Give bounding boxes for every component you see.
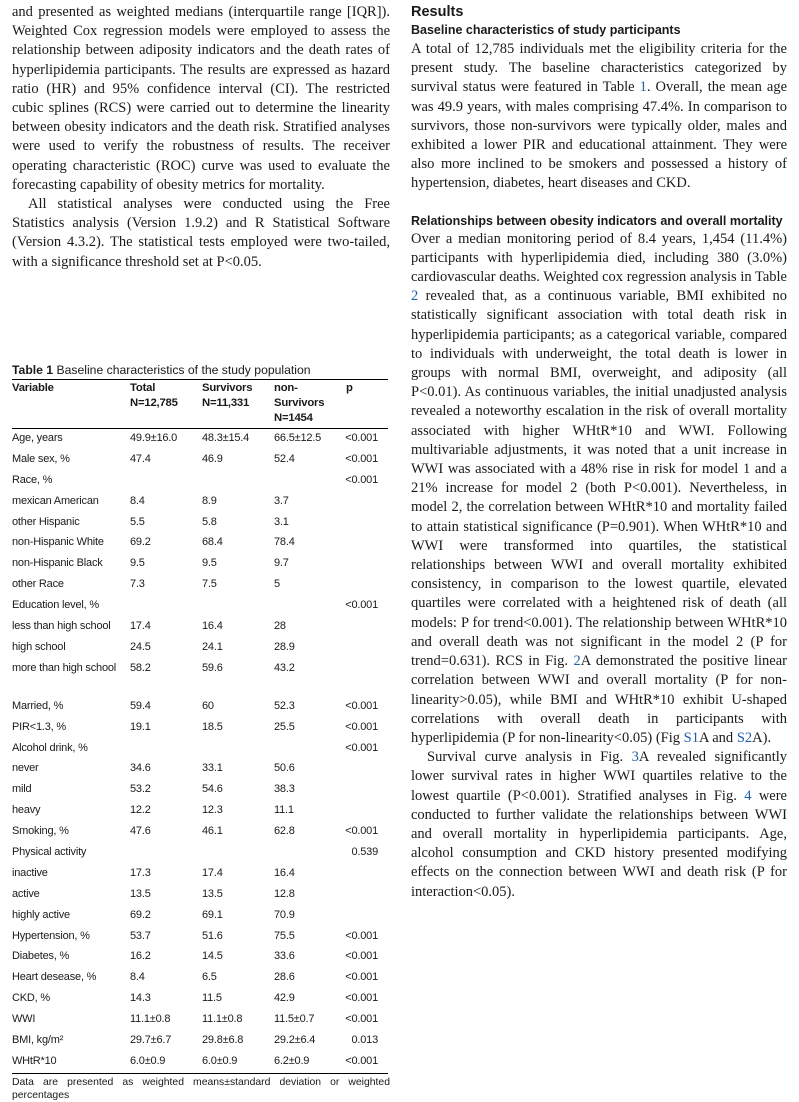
table-row xyxy=(12,780,388,801)
row-label: Race, % xyxy=(12,473,53,486)
row-label: Smoking, % xyxy=(12,825,69,838)
table-cell: 0.013 xyxy=(351,1034,378,1047)
row-label: Heart desease, % xyxy=(12,971,97,984)
table-cell: 33.6 xyxy=(274,950,295,963)
table-cell: 47.6 xyxy=(130,825,151,838)
table-row xyxy=(12,659,388,697)
table-cell xyxy=(340,554,388,575)
row-label: BMI, kg/m² xyxy=(12,1034,64,1047)
table-cell: 9.5 xyxy=(202,557,217,570)
table-cell xyxy=(130,739,202,760)
table-cell xyxy=(130,471,202,492)
table-cell xyxy=(340,575,388,596)
row-label: active xyxy=(12,887,40,900)
survival-paragraph: Survival curve analysis in Fig. 3A revealed significantly lower survival rates in higher WWI quartiles relative to the lowest quartile (P<0.001). Stratified analyses in Fig. 4 were conducted to further validate the relationships between WWI and overall mortality in hyperlipidemia participants. Age, alcohol consumption and CKD history presented modifying effects on the connection between WWI and death risk (P for interaction<0.05). xyxy=(411,749,787,900)
table-cell: <0.001 xyxy=(345,699,378,712)
table-cell xyxy=(202,596,274,617)
table-cell: 33.1 xyxy=(202,762,223,775)
table-row xyxy=(12,801,388,822)
header-variable: Variable xyxy=(12,382,54,394)
table-cell: 0.539 xyxy=(351,846,378,859)
table-cell xyxy=(340,638,388,659)
table-row xyxy=(12,906,388,927)
row-label: WWI xyxy=(12,1013,36,1026)
row-label: Hypertension, % xyxy=(12,929,90,942)
row-label: high school xyxy=(12,640,66,653)
table-cell: 8.9 xyxy=(202,494,217,507)
table-cell: 5 xyxy=(274,578,280,591)
table-cell xyxy=(274,739,340,760)
table-cell xyxy=(340,492,388,513)
table-cell: 11.5±0.7 xyxy=(274,1013,315,1026)
table-cell: 53.2 xyxy=(130,783,151,796)
row-label: Male sex, % xyxy=(12,452,70,465)
row-label: never xyxy=(12,762,39,775)
table-cell: 58.2 xyxy=(130,661,151,674)
table-1 xyxy=(12,362,390,1102)
row-label: inactive xyxy=(12,866,48,879)
row-label: CKD, % xyxy=(12,992,50,1005)
table-cell: 29.7±6.7 xyxy=(130,1034,172,1047)
table-cell: 8.4 xyxy=(130,494,145,507)
table-cell: 43.2 xyxy=(274,661,295,674)
table-row xyxy=(12,885,388,906)
table-cell: 17.3 xyxy=(130,866,151,879)
table-cell xyxy=(340,801,388,822)
table-caption xyxy=(12,362,390,378)
table-row xyxy=(12,575,388,596)
row-label: other Race xyxy=(12,578,64,591)
table-cell: 3.7 xyxy=(274,494,289,507)
table-cell: 19.1 xyxy=(130,720,151,733)
baseline-paragraph: A total of 12,785 individuals met the eligibility criteria for the present study. The baseline characteristics categorized by survival status were featured in Table 1. Overall, the mean age was 49.9 years, with males comprising 47.4%. In comparison to survivors, those non-survivors were typically older, males and exhibited a lower PIR and educational attainment. They were also more inclined to be smokers and possessed a history of hypertension, diabetes, heart diseases and CKD. xyxy=(411,41,787,192)
row-label: more than high school xyxy=(12,661,117,674)
table-row xyxy=(12,492,388,513)
header-p: p xyxy=(346,382,353,394)
row-label: Education level, % xyxy=(12,599,99,612)
table-cell: 11.1±0.8 xyxy=(202,1013,243,1026)
software-paragraph: All statistical analyses were conducted using the Free Statistics analysis (Version 1.9.2) and R Statistical Software (Version 4.3.2). The statistical tests employed were two-tailed, with a significance threshold set at P<0.05. xyxy=(12,196,390,270)
table-row xyxy=(12,429,388,450)
table-cell xyxy=(340,759,388,780)
table-cell: <0.001 xyxy=(345,741,378,754)
figure-link[interactable]: 2 xyxy=(573,653,581,670)
table-cell: 51.6 xyxy=(202,929,223,942)
table-row xyxy=(12,843,388,864)
table-cell: 3.1 xyxy=(274,515,289,528)
table-title: Baseline characteristics of the study population xyxy=(56,363,311,377)
table-cell: 25.5 xyxy=(274,720,295,733)
table-cell: 5.8 xyxy=(202,515,217,528)
table-note: Data are presented as weighted means±standard deviation or weighted percentages xyxy=(12,1076,390,1101)
table-cell: 68.4 xyxy=(202,536,223,549)
table-cell: 13.5 xyxy=(202,887,223,900)
header-non-survivors: non-Survivors N=1454 xyxy=(274,382,325,424)
table-cell: 60 xyxy=(202,699,214,712)
table-row xyxy=(12,822,388,843)
table-cell: 9.7 xyxy=(274,557,289,570)
table-cell xyxy=(340,780,388,801)
table-cell: 7.5 xyxy=(202,578,217,591)
table-row xyxy=(12,864,388,885)
table-cell xyxy=(340,533,388,554)
table-cell: 11.1±0.8 xyxy=(130,1013,171,1026)
table-cell: 6.2±0.9 xyxy=(274,1052,340,1073)
table-cell: 69.1 xyxy=(202,908,223,921)
row-label: highly active xyxy=(12,908,70,921)
table-cell: <0.001 xyxy=(345,971,378,984)
table-cell: 16.2 xyxy=(130,950,151,963)
methods-paragraph: and presented as weighted medians (interquartile range [IQR]). Weighted Cox regression models were employed to assess the relationship between adiposity indicators and the death rates of hyperlipidemia participants. The results are expressed as hazard ratio (HR) and 95% confidence interval (CI). The restricted cubic splines (RCS) were carried out to determine the linearity between obesity indicators and the death risk. Stratified analyses were used to verify the robustness of results. The receiver operating characteristic (ROC) curve was used to evaluate the forecasting capability of obesity metrics for mortality. xyxy=(12,4,390,193)
table-cell: 17.4 xyxy=(130,620,151,633)
table-row xyxy=(12,450,388,471)
table-cell: 59.4 xyxy=(130,699,151,712)
table-cell: 14.5 xyxy=(202,950,223,963)
table-cell: 46.1 xyxy=(202,825,223,838)
table-row xyxy=(12,533,388,554)
table-row xyxy=(12,638,388,659)
row-label: non-Hispanic Black xyxy=(12,557,103,570)
row-label: other Hispanic xyxy=(12,515,80,528)
table-row xyxy=(12,968,388,989)
table-cell: <0.001 xyxy=(345,720,378,733)
row-label: PIR<1.3, % xyxy=(12,720,66,733)
table-cell: 24.1 xyxy=(202,640,223,653)
table-cell: 29.2±6.4 xyxy=(274,1034,316,1047)
left-column xyxy=(12,3,390,272)
table-cell: <0.001 xyxy=(345,950,378,963)
table-cell: 28.6 xyxy=(274,971,295,984)
table-cell xyxy=(202,471,274,492)
table-cell: 18.5 xyxy=(202,720,223,733)
table-cell: <0.001 xyxy=(345,473,378,486)
table-row xyxy=(12,697,388,718)
table-cell: 38.3 xyxy=(274,783,295,796)
table-cell: 34.6 xyxy=(130,762,151,775)
row-label: Diabetes, % xyxy=(12,950,70,963)
table-cell: 5.5 xyxy=(130,515,145,528)
table-cell: 17.4 xyxy=(202,866,223,879)
right-column xyxy=(411,3,787,902)
table-cell: 12.8 xyxy=(274,887,295,900)
table-row xyxy=(12,947,388,968)
table-cell: 53.7 xyxy=(130,929,151,942)
table-cell: <0.001 xyxy=(345,929,378,942)
row-label: non-Hispanic White xyxy=(12,536,104,549)
row-label: WHtR*10 xyxy=(12,1052,130,1073)
table-cell: 6.0±0.9 xyxy=(202,1052,274,1073)
table-cell xyxy=(130,596,202,617)
table-row xyxy=(12,739,388,760)
subheading-relationships: Relationships between obesity indicators and overall mortality xyxy=(411,213,783,228)
table-cell: 69.2 xyxy=(130,536,151,549)
table-cell xyxy=(202,843,274,864)
table-cell: 29.8±6.8 xyxy=(202,1034,244,1047)
table-cell: 8.4 xyxy=(130,971,145,984)
figure-link[interactable]: S1 xyxy=(683,729,699,746)
table-row xyxy=(12,759,388,780)
table-header-row xyxy=(12,380,388,429)
table-cell: 9.5 xyxy=(130,557,145,570)
table-cell: 49.9±16.0 xyxy=(130,432,178,444)
row-label: Age, years xyxy=(12,432,63,444)
table-cell: 11.5 xyxy=(202,992,222,1005)
table-cell xyxy=(340,659,388,697)
table-row xyxy=(12,927,388,948)
table-row xyxy=(12,718,388,739)
table-cell: 52.4 xyxy=(274,452,295,465)
table-cell: 62.8 xyxy=(274,825,295,838)
row-label: Alcohol drink, % xyxy=(12,741,88,754)
table-cell: 47.4 xyxy=(130,452,151,465)
table-cell: 66.5±12.5 xyxy=(274,432,322,444)
table-cell: 16.4 xyxy=(202,620,223,633)
table-cell: 59.6 xyxy=(202,661,223,674)
figure-link[interactable]: 3 xyxy=(631,749,639,766)
table-cell xyxy=(202,739,274,760)
table-cell xyxy=(340,906,388,927)
relationships-paragraph: Over a median monitoring period of 8.4 years, 1,454 (11.4%) participants with hyperlipidemia died, including 380 (3.0%) cardiovascular deaths. Weighted cox regression analysis in Table 2 revealed that, as a continuous variable, BMI exhibited no statistically significant association with total death risk in hyperlipidemia participants; as a categorical variable, compared to individuals with underweight, the total death is lower in groups with normal BMI, overweight, and adiposity (all P<0.01). As continuous variables, the initial unadjusted analysis revealed a noteworthy escalation in the risk of overall mortality associated with higher WHtR*10 and WWI. Following multivariable adjustments, it was noted that a unit increase in WWI was associated with a 48% rise in risk for model 1 and a 21% increase for model 2 (both P<0.001). Nevertheless, in model 2, the correlation between WHtR*10 and mortality failed to attain statistical significance (P=0.901). When WHtR*10 and WWI were transformed into quartiles, the statistical relationships between WWI and overall mortality exhibited consistency, in comparison to the lowest quartile, elevated quartiles were correlated with a heightened risk of death (all models: P for trend<0.001). The relationship between WHtR*10 and overall death was not significant in the model 2 (P for trend=0.631). RCS in Fig. 2A demonstrated the positive linear correlation between WWI and overall mortality (P for non-linearity>0.05), while BMI and WHtR*10 exhibit U-shaped correlations with overall death in participants with hyperlipidemia (P for non-linearity<0.05) (Fig S1A and S2A). xyxy=(411,230,787,746)
results-heading: Results xyxy=(411,4,464,20)
table-cell: <0.001 xyxy=(345,599,378,612)
table-row xyxy=(12,617,388,638)
table-row xyxy=(12,513,388,534)
table-cell xyxy=(340,885,388,906)
table-cell: 24.5 xyxy=(130,640,151,653)
table-cell xyxy=(274,471,340,492)
subheading-baseline: Baseline characteristics of study participants xyxy=(411,23,681,37)
table-body xyxy=(12,429,388,1074)
header-total: Total N=12,785 xyxy=(130,382,178,409)
table-cell: <0.001 xyxy=(345,432,378,444)
table-cell: 75.5 xyxy=(274,929,295,942)
table-cell xyxy=(340,513,388,534)
table-cell: <0.001 xyxy=(345,992,378,1005)
table-cell: 7.3 xyxy=(130,578,145,591)
table-cell: 6.5 xyxy=(202,971,217,984)
figure-link[interactable]: 4 xyxy=(744,787,752,804)
table-row xyxy=(12,554,388,575)
table-cell: <0.001 xyxy=(345,452,378,465)
row-label: less than high school xyxy=(12,620,111,633)
table-cell: <0.001 xyxy=(345,825,378,838)
table-cell: 52.3 xyxy=(274,699,295,712)
table-row xyxy=(12,1010,388,1031)
table-link[interactable]: 1 xyxy=(639,79,647,96)
baseline-table xyxy=(12,379,388,1074)
table-row xyxy=(12,471,388,492)
table-cell: 28 xyxy=(274,620,286,633)
table-cell: 42.9 xyxy=(274,992,295,1005)
table-cell: 50.6 xyxy=(274,762,295,775)
table-cell: <0.001 xyxy=(345,1013,378,1026)
table-cell: 11.1 xyxy=(274,804,294,817)
table-cell: 12.3 xyxy=(202,804,223,817)
table-label: Table 1 xyxy=(12,363,54,377)
table-cell xyxy=(340,617,388,638)
row-label: Physical activity xyxy=(12,846,87,859)
table-cell: 6.0±0.9 xyxy=(130,1052,202,1073)
table-cell: 12.2 xyxy=(130,804,151,817)
table-row xyxy=(12,596,388,617)
table-cell: <0.001 xyxy=(340,1052,388,1073)
row-label: mild xyxy=(12,783,32,796)
table-cell: 13.5 xyxy=(130,887,151,900)
table-cell: 54.6 xyxy=(202,783,223,796)
row-label: heavy xyxy=(12,804,41,817)
table-cell xyxy=(340,864,388,885)
table-cell: 46.9 xyxy=(202,452,223,465)
table-cell xyxy=(274,843,340,864)
table-cell: 78.4 xyxy=(274,536,295,549)
table-row xyxy=(12,1052,388,1073)
table-cell: 70.9 xyxy=(274,908,295,921)
table-cell: 28.9 xyxy=(274,640,295,653)
row-label: mexican American xyxy=(12,494,99,507)
table-cell: 48.3±15.4 xyxy=(202,432,250,444)
table-cell: 69.2 xyxy=(130,908,151,921)
table-cell xyxy=(274,596,340,617)
row-label: Married, % xyxy=(12,699,64,712)
table-row xyxy=(12,989,388,1010)
table-link[interactable]: 2 xyxy=(411,288,419,305)
figure-link[interactable]: S2 xyxy=(736,729,753,746)
table-cell xyxy=(130,843,202,864)
table-row xyxy=(12,1031,388,1052)
header-survivors: Survivors N=11,331 xyxy=(202,382,253,409)
table-cell: 14.3 xyxy=(130,992,151,1005)
table-cell: 16.4 xyxy=(274,866,295,879)
